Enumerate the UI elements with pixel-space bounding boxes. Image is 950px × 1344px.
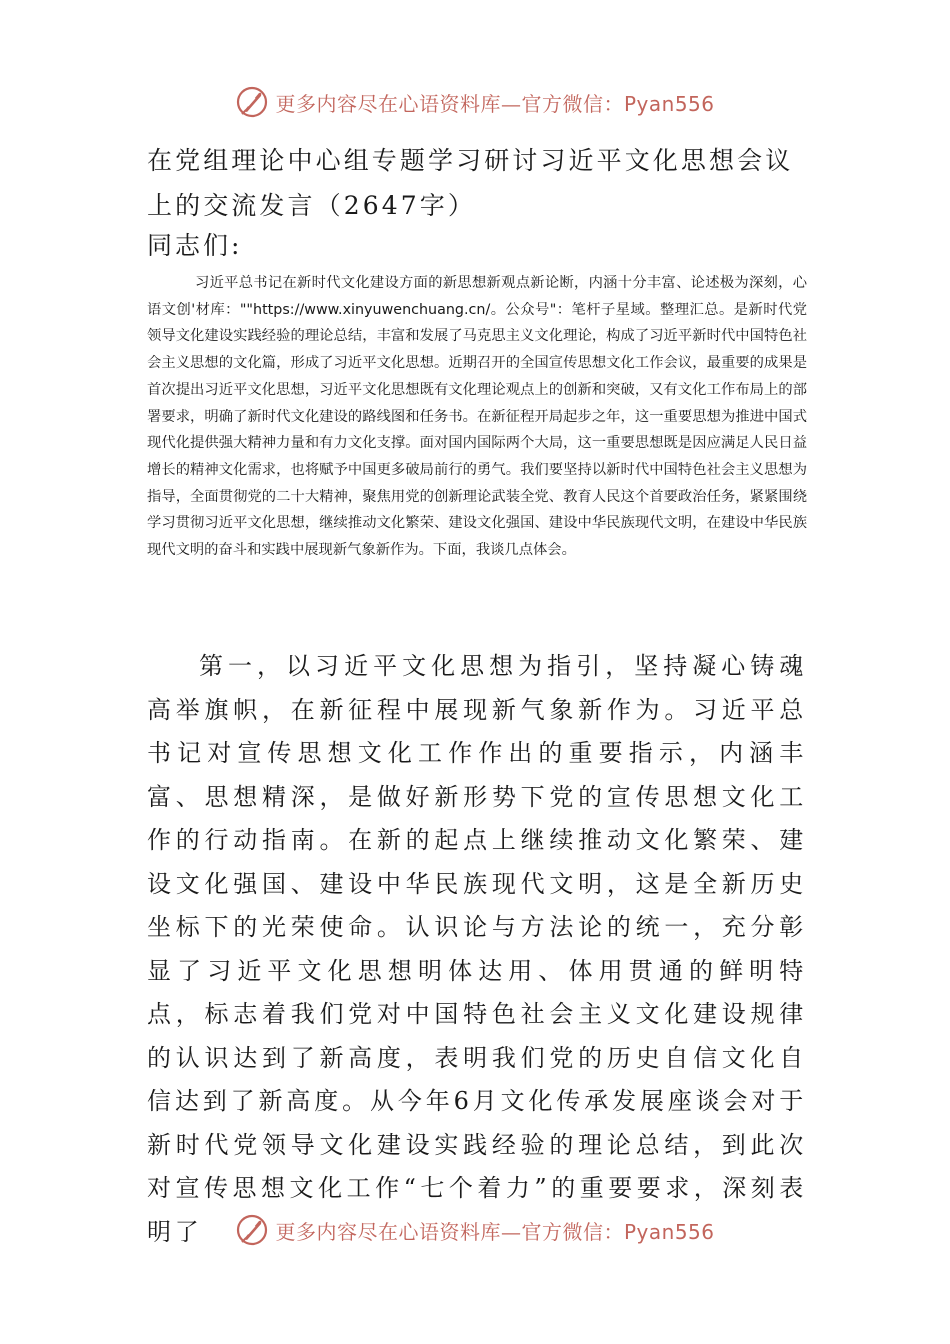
banner-text: 更多内容尽在心语资料库—官方微信：Pyan556 (275, 1219, 715, 1244)
banner-wechat-id: Pyan556 (623, 91, 715, 116)
intro-paragraph: 习近平总书记在新时代文化建设方面的新思想新观点新论断，内涵十分丰富、论述极为深刻，心语文创'材库：""https://www.xinyuwenchuang.cn/。公众号"：笔杆子星域。整理汇总。是新时代党领导文化建设实践经验的理论总结，丰富和发展了马克思主义文化理论，构成了习近平新时代中国特色社会主义思想的文化篇，形成了习近平文化思想。近期召开的全国宣传思想文化工作会议，最重要的成果是首次提出习近平文化思想，习近平文化思想既有文化理论观点上的创新和突破，又有文化工作布局上的部署要求，明确了新时代文化建设的路线图和任务书。在新征程开局起步之年，这一重要思想为推进中国式现代化提供强大精神力量和有力文化支撑。面对国内国际两个大局，这一重要思想既是因应满足人民日益增长的精神文化需求，也将赋予中国更多破局前行的勇气。我们要坚持以新时代中国特色社会主义思想为指导，全面贯彻党的二十大精神，聚焦用党的创新理论武装全党、教育人民这个首要政治任务，紧紧围绕学习贯彻习近平文化思想，继续推动文化繁荣、建设文化强国、建设中华民族现代文明，在建设中华民族现代文明的奋斗和实践中展现新气象新作为。下面，我谈几点体会。 (147, 275, 807, 559)
banner-text: 更多内容尽在心语资料库—官方微信：Pyan556 (275, 91, 715, 116)
greeting: 同志们: (147, 231, 243, 260)
body-paragraph: 第一，以习近平文化思想为指引，坚持凝心铸魂高举旗帜，在新征程中展现新气象新作为。习近平总书记对宣传思想文化工作作出的重要指示，内涵丰富、思想精深，是做好新形势下党的宣传思想文化工作的行动指南。在新的起点上继续推动文化繁荣、建设文化强国、建设中华民族现代文明，这是全新历史坐标下的光荣使命。认识论与方法论的统一，充分彰显了习近平文化思想明体达用、体用贯通的鲜明特点，标志着我们党对中国特色社会主义文化建设规律的认识达到了新高度，表明我们党的历史自信文化自信达到了新高度。从今年6月文化传承发展座谈会对于新时代党领导文化建设实践经验的理论总结，到此次对宣传思想文化工作“七个着力”的重要要求，深刻表明了 (147, 652, 807, 1246)
document-title: 在党组理论中心组专题学习研讨习近平文化思想会议上的交流发言（2647字） (147, 146, 794, 220)
quill-logo-icon (235, 1213, 269, 1247)
quill-logo-icon (235, 85, 269, 119)
top-banner (0, 80, 950, 124)
banner-wechat-id: Pyan556 (623, 1219, 715, 1244)
bottom-banner (0, 1208, 950, 1252)
